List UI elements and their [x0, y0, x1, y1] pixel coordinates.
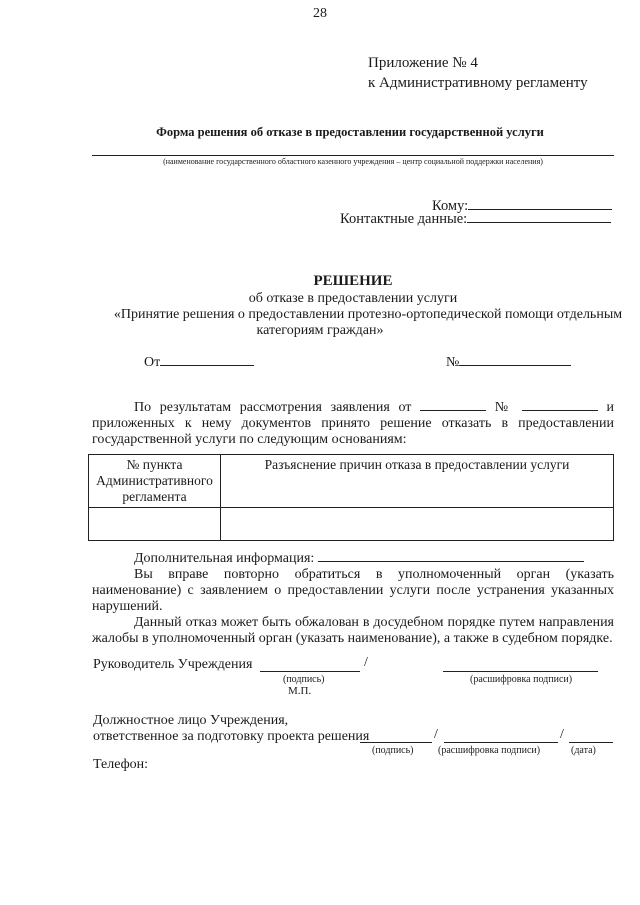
decision-date	[144, 353, 254, 371]
official-date-caption: (дата)	[571, 745, 596, 756]
org-name-caption: (наименование государственного областного казенного учреждения – центр социальной поддержки населения)	[163, 157, 543, 166]
appeal-text: Данный отказ может быть обжалован в досудебном порядке путем направления жалобы в уполномоченный орган (указать наименование), а также в судебном порядке.	[92, 615, 614, 646]
head-label: Руководитель Учреждения	[93, 657, 253, 672]
paragraph-rest: и приложенных к нему документов принято решение отказать в предоставлении государственной услуги по следующим основаниям:	[92, 400, 614, 447]
recipient-contacts	[340, 210, 611, 228]
number-label: №	[446, 355, 460, 370]
official-label-line1: Должностное лицо Учреждения,	[93, 713, 289, 728]
official-signature-field[interactable]	[360, 729, 432, 743]
official-label-line2: ответственное за подготовку проекта решения	[93, 729, 370, 744]
paragraph-intro: По результатам рассмотрения заявления от	[134, 400, 412, 415]
service-name-line1: «Принятие решения о предоставлении протезно-ортопедической помощи отдельным	[113, 307, 623, 322]
decision-number	[446, 353, 571, 371]
page-number: 28	[313, 6, 327, 21]
table-cell-reason[interactable]	[221, 508, 614, 541]
additional-info-label: Дополнительная информация:	[134, 551, 315, 566]
appendix-reference: к Административному регламенту	[368, 75, 588, 91]
to-field[interactable]	[468, 197, 612, 210]
table-header-row	[89, 455, 614, 508]
head-decode-caption: (расшифровка подписи)	[470, 674, 573, 685]
additional-info-line	[92, 549, 614, 567]
official-slash-2: /	[560, 727, 564, 742]
form-title: Форма решения об отказе в предоставлении государственной услуги	[156, 125, 544, 139]
reasons-table	[88, 454, 614, 541]
org-name-line	[92, 155, 614, 156]
service-name-line2: категориям граждан»	[256, 323, 384, 338]
phone-label: Телефон:	[93, 757, 149, 772]
contacts-field[interactable]	[467, 210, 611, 223]
stamp-label: М.П.	[288, 685, 312, 697]
body-paragraph	[92, 398, 614, 448]
table-cell-clause[interactable]	[89, 508, 221, 541]
additional-info-block	[92, 549, 614, 647]
additional-info-field[interactable]	[318, 549, 584, 562]
head-decode-field[interactable]	[443, 657, 598, 672]
to-label: Кому:	[432, 198, 469, 214]
application-number-field[interactable]	[522, 398, 598, 411]
reapply-text: Вы вправе повторно обратиться в уполномоченный орган (указать наименование) с заявлением о предоставлении услуги после устранения указанных нарушений.	[92, 567, 614, 614]
head-signature-field[interactable]	[260, 657, 360, 672]
table-row	[89, 508, 614, 541]
official-decode-caption: (расшифровка подписи)	[438, 745, 541, 756]
from-label: От	[144, 355, 161, 370]
head-slash: /	[364, 655, 368, 670]
official-signature-caption: (подпись)	[372, 745, 414, 756]
head-signature-caption: (подпись)	[283, 674, 325, 685]
official-decode-field[interactable]	[444, 729, 558, 743]
contacts-label: Контактные данные:	[340, 211, 468, 227]
decision-title: РЕШЕНИЕ	[313, 273, 393, 289]
date-field[interactable]	[160, 353, 254, 366]
decision-subtitle: об отказе в предоставлении услуги	[248, 291, 458, 306]
number-field[interactable]	[459, 353, 571, 366]
official-date-field[interactable]	[569, 729, 613, 743]
appendix-number: Приложение № 4	[368, 55, 478, 71]
table-header-clause: № пункта Административного регламента	[89, 455, 221, 508]
official-slash-1: /	[434, 727, 438, 742]
table-header-reason: Разъяснение причин отказа в предоставлении услуги	[221, 455, 614, 508]
application-date-field[interactable]	[420, 398, 486, 411]
paragraph-number-sign: №	[494, 400, 514, 415]
